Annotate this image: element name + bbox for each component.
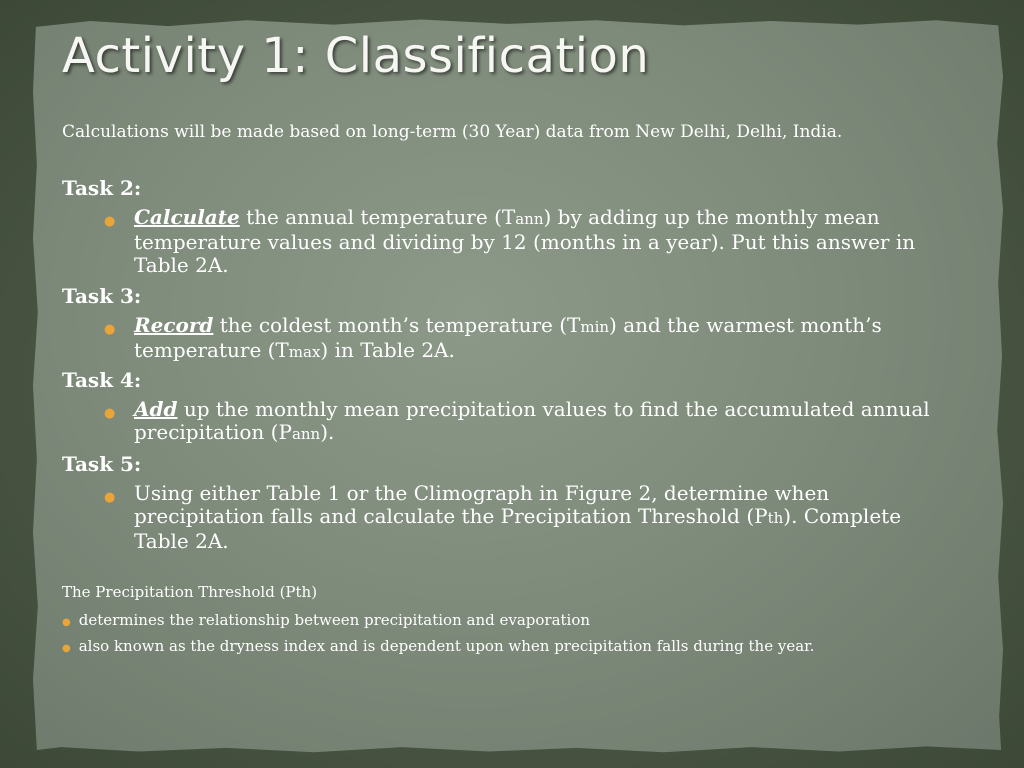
task-2-verb: Calculate — [134, 205, 240, 229]
task-3-subscript-b: max — [288, 343, 321, 361]
task-3-verb: Record — [134, 313, 214, 337]
task-2-label: Task 2: — [62, 176, 142, 200]
task-2-text — [134, 206, 954, 277]
task-4-text-b: ). — [320, 420, 335, 444]
pth-heading: The Precipitation Threshold (Pth) — [62, 583, 318, 601]
bullet-icon: ● — [62, 643, 71, 654]
bullet-icon: ● — [104, 490, 116, 505]
task-5-label: Task 5: — [62, 452, 142, 476]
task-2-subscript-a: ann — [515, 210, 544, 228]
task-4-label: Task 4: — [62, 368, 142, 392]
task-3-text-c: ) in Table 2A. — [320, 338, 455, 362]
bullet-icon: ● — [104, 406, 116, 421]
task-5-text-a: Using either Table 1 or the Climograph in Figure 2, determine when precipitation falls and calculate the Precipitation Threshold (P — [134, 481, 830, 528]
task-3-text — [134, 314, 954, 364]
bullet-icon: ● — [104, 214, 116, 229]
pth-item-1-text: determines the relationship between precipitation and evaporation — [78, 611, 591, 629]
intro-text: Calculations will be made based on long-term (30 Year) data from New Delhi, Delhi, India. — [62, 122, 843, 142]
task-3-text-b: ) and the warmest month’s temperature (T — [134, 313, 882, 362]
task-2-item — [104, 206, 954, 277]
task-4-item — [104, 398, 954, 446]
task-4-subscript-a: ann — [291, 425, 321, 443]
task-5-item — [104, 482, 954, 553]
task-4-text — [134, 398, 954, 446]
bullet-icon: ● — [104, 322, 116, 337]
pth-item-1 — [62, 611, 590, 629]
task-2-text-a: the annual temperature (T — [239, 205, 516, 229]
pth-item-2-text: also known as the dryness index and is dependent upon when precipitation falls during the year. — [78, 637, 815, 655]
task-2-text-b: ) by adding up the monthly mean temperature values and dividing by 12 (months in a year). Put this answer in Table 2A. — [134, 205, 916, 277]
task-4-text-a: up the monthly mean precipitation values to find the accumulated annual precipitation (P — [134, 397, 930, 444]
bullet-icon: ● — [62, 617, 71, 628]
task-5-subscript-a: th — [767, 509, 784, 527]
task-5-text — [134, 482, 954, 553]
task-3-subscript-a: min — [580, 318, 610, 336]
task-4-verb: Add — [134, 397, 178, 421]
slide-title: Activity 1: Classification — [62, 28, 650, 84]
task-3-text-a: the coldest month’s temperature (T — [213, 313, 581, 337]
task-5-text-b: ). Complete Table 2A. — [134, 504, 902, 553]
task-3-label: Task 3: — [62, 284, 142, 308]
pth-item-2 — [62, 637, 814, 655]
task-3-item — [104, 314, 954, 364]
